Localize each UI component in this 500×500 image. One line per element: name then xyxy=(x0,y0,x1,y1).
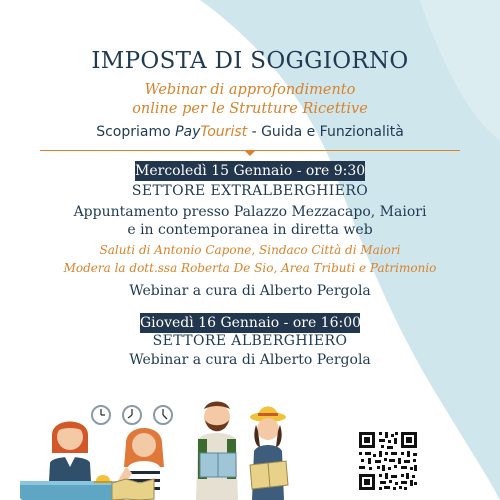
discover-suffix: - Guida e Funzionalità xyxy=(247,124,404,140)
bell-icon xyxy=(94,475,112,483)
page-title: IMPOSTA DI SOGGIORNO xyxy=(91,48,409,74)
discover-line xyxy=(0,124,500,140)
divider-arrow-icon xyxy=(244,150,256,156)
clock-icon xyxy=(92,406,110,424)
session1-stream-line: e in contemporanea in diretta web xyxy=(127,222,373,238)
qr-code[interactable] xyxy=(357,430,419,492)
session1-date-badge: Mercoledì 15 Gennaio - ore 9:30 xyxy=(135,163,366,179)
discover-prefix: Scopriamo xyxy=(96,124,176,140)
illustration xyxy=(0,395,340,500)
hat-woman-figure xyxy=(250,407,288,500)
session2-webinar-line: Webinar a cura di Alberto Pergola xyxy=(129,352,371,368)
session1-webinar-line: Webinar a cura di Alberto Pergola xyxy=(129,283,371,299)
bearded-man-figure xyxy=(196,402,238,500)
map-icon xyxy=(112,479,154,500)
session2-sector: SETTORE ALBERGHIERO xyxy=(152,333,348,349)
subtitle-line-1: Webinar di approfondimento xyxy=(144,82,356,98)
session2-date-badge: Giovedì 16 Gennaio - ore 16:00 xyxy=(140,315,362,331)
session1-moderator-note: Modera la dott.ssa Roberta De Sio, Area Tributi e Patrimonio xyxy=(63,261,437,275)
session1-location-line: Appuntamento presso Palazzo Mezzacapo, Maiori xyxy=(73,204,427,220)
subtitle-line-2: online per le Strutture Ricettive xyxy=(132,101,368,117)
clock-icon xyxy=(154,406,172,424)
clock-icon xyxy=(123,406,141,424)
brand-pay: Pay xyxy=(175,124,201,140)
session1-sector: SETTORE EXTRALBERGHIERO xyxy=(131,183,369,199)
session1-greetings-note: Saluti di Antonio Capone, Sindaco Città di Maiori xyxy=(99,243,401,257)
brand-tourist: Tourist xyxy=(200,124,248,140)
